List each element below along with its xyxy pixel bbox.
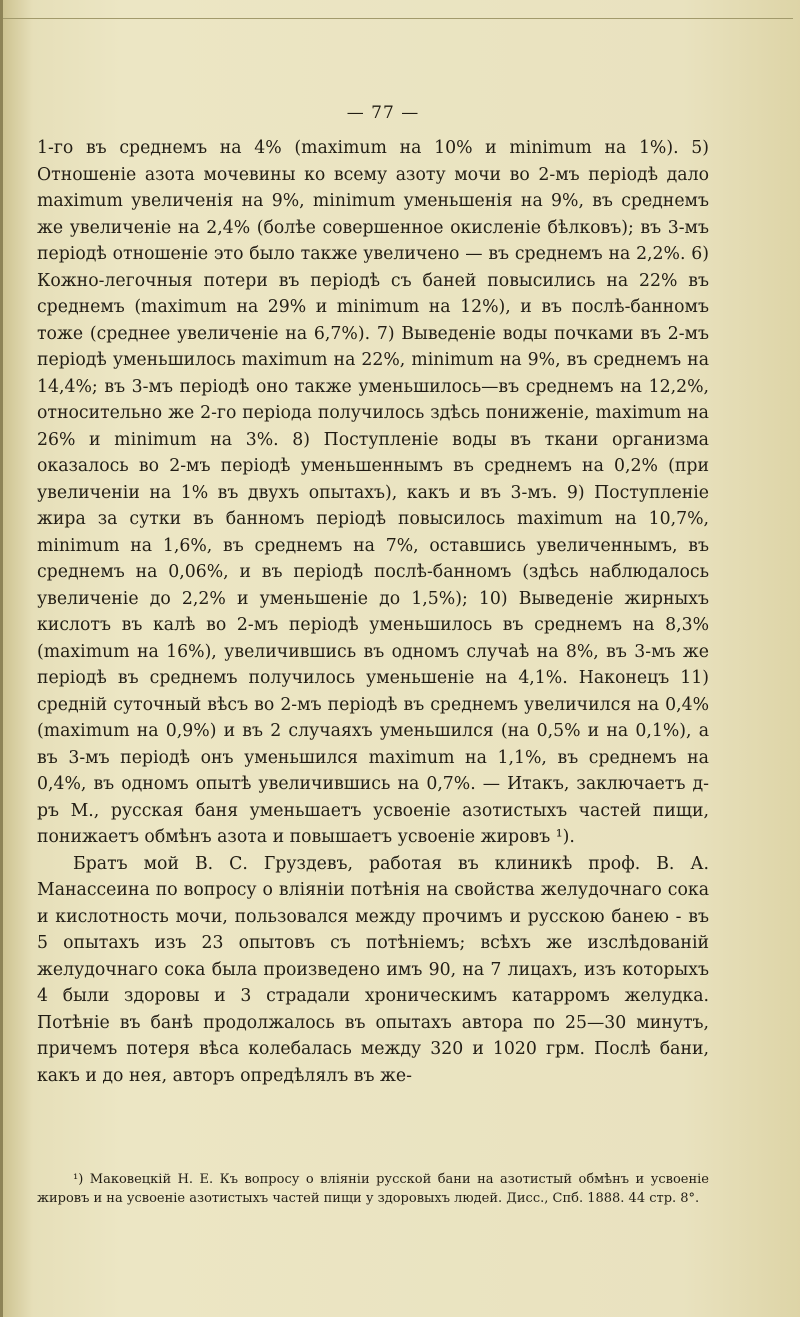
footnote-1: ¹) Маковецкій Н. Е. Къ вопросу о вліяніи русской бани на азотистый обмѣнъ и усвоеніе жировъ и на усвоеніе азотистыхъ частей пищи у здоровыхъ людей. Дисс., Спб. 1888. 44 стр. 8°.	[37, 1172, 709, 1206]
page-edge-rule	[3, 18, 793, 19]
footnote-block	[37, 1170, 709, 1208]
paragraph-2: Братъ мой В. С. Груздевъ, работая въ клиникѣ проф. В. А. Манассеина по вопросу о вліяніи потѣнія на свойства желудочнаго сока и кислотность мочи, пользовался между прочимъ и русскою банею - въ 5 опытахъ изъ 23 опытовъ съ потѣніемъ; всѣхъ же изслѣдованій желудочнаго сока была произведено имъ 90, на 7 лицахъ, изъ которыхъ 4 были здоровы и 3 страдали хроническимъ катарромъ желудка. Потѣніе въ банѣ продолжалось въ опытахъ автора по 25—30 минутъ, причемъ потеря вѣса колебалась между 320 и 1020 грм. Послѣ бани, какъ и до нея, авторъ опредѣлялъ въ же-	[37, 853, 709, 1086]
main-text	[37, 135, 709, 1089]
page-number: — 77 —	[346, 103, 420, 123]
paragraph-1: 1-го въ среднемъ на 4% (maximum на 10% и minimum на 1%). 5) Отношеніе азота мочевины ко всему азоту мочи во 2-мъ періодѣ дало maximum увеличенія на 9%, minimum уменьшенія на 9%, въ среднемъ же увеличеніе на 2,4% (болѣе совершенное окисленіе бѣлковъ); въ 3-мъ періодѣ отношеніе это было также увеличено — въ среднемъ на 2,2%. 6) Кожно-легочныя потери въ періодѣ съ баней повысились на 22% въ среднемъ (maximum на 29% и minimum на 12%), и въ послѣ-банномъ тоже (среднее увеличеніе на 6,7%). 7) Выведеніе воды почками въ 2-мъ періодѣ уменьшилось maximum на 22%, minimum на 9%, въ среднемъ на 14,4%; въ 3-мъ періодѣ оно также уменьшилось—въ среднемъ на 12,2%, относительно же 2-го періода получилось здѣсь пониженіе, maximum на 26% и minimum на 3%. 8) Поступленіе воды въ ткани организма оказалось во 2-мъ періодѣ уменьшеннымъ въ среднемъ на 0,2% (при увеличеніи на 1% въ двухъ опытахъ), какъ и въ 3-мъ. 9) Поступленіе жира за сутки въ банномъ періодѣ повысилось maximum на 10,7%, minimum на 1,6%, въ среднемъ на 7%, оставшись увеличеннымъ, въ среднемъ на 0,06%, и въ періодѣ послѣ-банномъ (здѣсь наблюдалось увеличеніе до 2,2% и уменьшеніе до 1,5%); 10) Выведеніе жирныхъ кислотъ въ калѣ во 2-мъ періодѣ уменьшилось въ среднемъ на 8,3% (maximum на 16%), увеличившись въ одномъ случаѣ на 8%, въ 3-мъ же періодѣ въ среднемъ получилось уменьшеніе на 4,1%. Наконецъ 11) средній суточный вѣсъ во 2-мъ періодѣ въ среднемъ увеличился на 0,4% (maximum на 0,9%) и въ 2 случаяхъ уменьшился (на 0,5% и на 0,1%), а въ 3-мъ періодѣ онъ уменьшился maximum на 1,1%, въ среднемъ на 0,4%, въ одномъ опытѣ увеличившись на 0,7%. — Итакъ, заключаетъ д-ръ М., русская баня уменьшаетъ усвоеніе азотистыхъ частей пищи, понижаетъ обмѣнъ азота и повышаетъ усвоеніе жировъ ¹).	[37, 138, 709, 847]
